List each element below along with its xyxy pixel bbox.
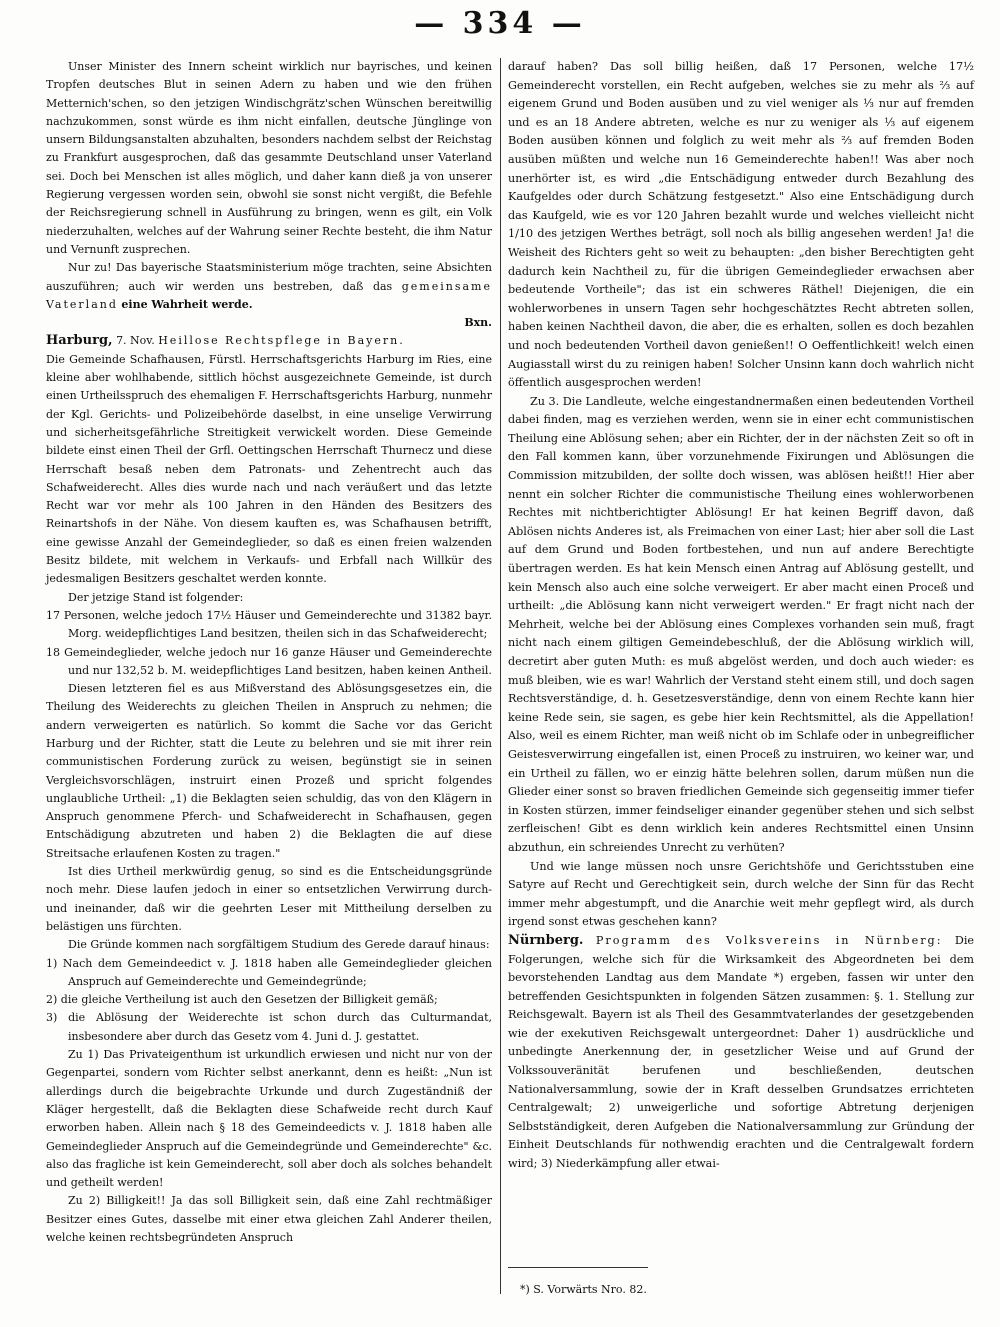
left-column bbox=[46, 58, 492, 1247]
footnote: *) S. Vorwärts Nro. 82. bbox=[520, 1283, 647, 1296]
paragraph: Die Gründe kommen nach sorgfältigem Studium des Gerede darauf hinaus: bbox=[68, 938, 490, 952]
dateline bbox=[508, 932, 974, 1174]
paragraph: Ist dies Urtheil merkwürdig genug, so sind es die Entscheidungsgründe noch mehr. Diese laufen jedoch in einer so entsetzlichen Verwirrung durch- und ineinander, daß wir die geehrten Leser mit Mittheilung derselben zu belästigen uns fürchten. bbox=[46, 865, 492, 933]
article-headline: Programm des Volksvereins in Nürnberg: bbox=[595, 933, 943, 947]
page-number: — 334 — bbox=[414, 6, 586, 41]
list-item: 1) Nach dem Gemeindeedict v. J. 1818 haben alle Gemeindeglieder gleichen Anspruch auf Gemeinderechte und Gemeindegründe; bbox=[46, 956, 492, 988]
list-item: 2) die gleiche Vertheilung ist auch den Gesetzen der Billigkeit gemäß; bbox=[46, 993, 438, 1007]
dateline-place: Nürnberg. bbox=[508, 932, 584, 948]
text-span: Nur zu! Das bayerische Staatsministerium möge trachten, seine Absichten auszuführen; auch wir werden uns bestreben, daß das bbox=[46, 261, 492, 293]
dateline-place: Harburg, bbox=[46, 333, 113, 349]
paragraph: Unser Minister des Innern scheint wirklich nur bayrisches, und keinen Tropfen deutsches Blut in seinen Adern zu haben und wie den frühen Metternich'schen, so den jetzigen Windischgrätz'schen Wünschen bereitwillig nachzukommen, sonst würde es ihm nicht einfallen, deutsche Jünglinge von unsern Bildungsanstalten abzuhalten, besonders nachdem selbst der Reichstag zu Frankfurt ausgesprochen, daß das gesammte Deutschland unser Vaterland sei. Doch bei Menschen ist alles möglich, und daher kann dieß ja von unserer Regierung vergessen worden sein, obwohl sie sonst nicht vergißt, die Befehle der Reichsregierung schnell in Ausführung zu bringen, wenn es gilt, ein Volk niederzuhalten, welches auf der Wahrung seiner Rechte besteht, die ihm Natur und Vernunft zusprechen. bbox=[46, 60, 492, 256]
paragraph: Zu 3. Die Landleute, welche eingestandnermaßen einen bedeutenden Vortheil dabei finden, mag es verziehen werden, wenn sie in einer echt communistischen Theilung eine Ablösung sehen; aber ein Richter, der in der nächsten Zeit so oft in den Fall kommen kann, über vorzunehmende Fixirungen und Ablösungen die Commission mitzubilden, der sollte doch wissen, was ablösen heißt!! Hier aber nennt ein solcher Richter die communistische Theilung eines wohlerworbenen Rechtes mit nichtberichtigter Ablösung! Er hat keinen Begriff davon, daß Ablösen nichts Anderes ist, als Freimachen von einer Last; hier aber soll die Last auf dem Grund und Boden fortbestehen, und nun auf andere Berechtigte übertragen werden. Es hat kein Mensch einen Antrag auf Ablösung gestellt, und kein Mensch also auch eine solche verweigert. Er aber macht einen Proceß und urtheilt: „die Ablösung kann nicht verweigert werden." Er fragt nicht nach der Mehrheit, welche bei der Ablösung eines Complexes vorhanden sein muß, fragt nicht nach einem giltigen Gemeindebeschluß, der die Ablösung wirklich will, decretirt aber guten Muth: es muß abgelöst werden, und doch auch wieder: es muß bleiben, wie es war! Wahrlich der Verstand steht einem still, und doch sagen Rechtsverständige, d. h. Gesetzesverständige, denn von einem Rechte kann hier keine Rede sein, sie sagen, es gebe hier kein Rechtsmittel, als die Appellation! Also, weil es einem Richter, man weiß nicht ob im Schlafe oder in unbegreiflicher Geistesverwirrung eingefallen ist, einen Proceß zu instruiren, wo keiner war, und ein Urtheil zu fällen, wo er einzig hätte belehren sollen, darum müßen nun die Glieder einer sonst so braven friedlichen Gemeinde sich gegenseitig immer tiefer in Kosten stürzen, immer feindseliger einander gegenüber stehen und sich selbst zerfleischen! Gibt es denn wirklich kein anderes Rechtsmittel einen Unsinn abzuthun, ein schreiendes Unrecht zu verhüten? bbox=[508, 394, 974, 854]
column-divider bbox=[500, 58, 501, 1294]
emphasis-text: gemeinsame Vaterland bbox=[46, 279, 492, 311]
paragraph bbox=[46, 259, 492, 314]
list-item: 17 Personen, welche jedoch 17½ Häuser und Gemeinderechte und 31382 bayr. Morg. weidepflichtiges Land besitzen, theilen sich in das Schafweiderecht; bbox=[46, 608, 492, 641]
paragraph: Zu 2) Billigkeit!! Ja das soll Billigkeit sein, daß eine Zahl rechtmäßiger Besitzer eines Gutes, dasselbe mit einer etwa gleichen Zahl Anderer theilen, welche keinen rechtsbegründeten Anspruch bbox=[46, 1194, 492, 1244]
list-item: 18 Gemeindeglieder, welche jedoch nur 16 ganze Häuser und Gemeinderechte und nur 132,52 b. M. weidepflichtiges Land besitzen, haben keinen Antheil. bbox=[46, 645, 492, 677]
paragraph: Der jetzige Stand ist folgender: bbox=[68, 590, 244, 604]
paragraph: Diesen letzteren fiel es aus Mißverstand des Ablösungsgesetzes ein, die Theilung des Weiderechts zu gleichen Theilen in Anspruch zu nehmen; die andern verweigerten es natürlich. So kommt die Sache vor das Gericht Harburg und der Richter, statt die Leute zu belehren und sie mit ihrer rein communistischen Forderung zurück zu weisen, begünstigt sie in seinen Vergleichsvorschlägen, instruirt einen Prozeß und spricht folgendes unglaubliche Urtheil: „1) die Beklagten seien schuldig, das von den Klägern in Anspruch genommene Pferch- und Schafweiderecht in Schafhausen, gegen Entschädigung abzutreten und haben 2) die Beklagten die auf diese Streitsache erlaufenen Kosten zu tragen." bbox=[46, 682, 492, 860]
footnote-divider bbox=[508, 1267, 648, 1268]
emphasis-text: eine Wahrheit werde. bbox=[121, 297, 253, 311]
article-headline: Heillose Rechtspflege in Bayern. bbox=[158, 334, 405, 348]
dateline-date: 7. Nov. bbox=[116, 334, 155, 348]
paragraph: Die Folgerungen, welche sich für die Wirksamkeit des Abgeordneten bei dem bevorstehenden Landtag aus dem Mandate *) ergeben, fassen wir unter den betreffenden Gesichtspunkten in folgenden Sätzen zusammen: §. 1. Stellung zur Reichsgewalt. Bayern ist als Theil des Gesammtvaterlandes der gesetzgebenden wie der exekutiven Reichsgewalt untergeordnet: Daher 1) ausdrückliche und unbedingte Anerkennung der, in gesetzlicher Weise und auf Grund der Volkssouveränität berufenen und beschließenden, deutschen Nationalversammlung, sowie der in Kraft desselben Grundsatzes errichteten Centralgewalt; 2) unweigerliche und sofortige Abtretung derjenigen Selbstständigkeit, deren Aufgeben die Nationalversammlung zur Gründung der Einheit Deutschlands für nothwendig erachten und die Centralgewalt fordern wird; 3) Niederkämpfung aller etwai- bbox=[508, 933, 975, 1171]
paragraph: Und wie lange müssen noch unsre Gerichtshöfe und Gerichtsstuben eine Satyre auf Recht und Gerechtigkeit sein, durch welche der Sinn für das Recht immer mehr abgestumpft, und die Anarchie weit mehr gepflegt wird, als durch irgend sonst etwas geschehen kann? bbox=[508, 859, 974, 929]
list-item: 3) die Ablösung der Weiderechte ist schon durch das Culturmandat, insbesondere aber durch das Gesetz vom 4. Juni d. J. gestattet. bbox=[46, 1011, 492, 1043]
author-byline: Bxn. bbox=[464, 316, 492, 330]
right-column bbox=[508, 58, 974, 1174]
paragraph: Die Gemeinde Schafhausen, Fürstl. Herrschaftsgerichts Harburg im Ries, eine kleine aber wohlhabende, sittlich höchst ausgezeichnete Gemeinde, ist durch einen Urtheilsspruch des ehemaligen F. Herrschaftsgerichts Harburg, nunmehr der Kgl. Gerichts- und Polizeibehörde daselbst, in eine unselige Verwirrung und sicherheitsgefährliche Streitigkeit verwickelt worden. Diese Gemeinde bildete einst einen Theil der Grfl. Oettingschen Herrschaft Thurnecz und diese Herrschaft besaß neben dem Patronats- und Zehentrecht auch das Schafweiderecht. Alles dies wurde nach und nach veräußert und das letzte Recht war vor mehr als 100 Jahren in den Händen des Besitzers des Reinartshofs in der Nähe. Von diesem kauften es, was Schafhausen betrifft, eine gewisse Anzahl der Gemeindeglieder, so daß es einen freien walzenden Besitz bildete, mit welchem in Verkaufs- und Erbfall nach Willkür des jedesmaligen Besitzers geschaltet werden konnte. bbox=[46, 352, 492, 586]
paragraph: darauf haben? Das soll billig heißen, daß 17 Personen, welche 17½ Gemeinderecht vorstellen, ein Recht aufgeben, welches sie zu mehr als ⅔ auf eigenem Grund und Boden ausüben und zu viel weniger als ⅓ nur auf fremden und es an 18 Andere abtreten, welche es nur zu weniger als ⅓ auf eigenem Boden ausüben können und folglich zu weit mehr als ⅔ auf fremden Boden ausüben müßten und welche nun 16 Gemeinderechte haben!! Was aber noch unerhörter ist, es wird „die Entschädigung entweder durch Bezahlung des Kaufgeldes oder durch Schätzung festgesetzt." Also eine Entschädigung durch das Kaufgeld, wie es vor 120 Jahren bezahlt wurde und welches vielleicht nicht 1/10 des jetzigen Werthes beträgt, soll noch als billig angesehen werden! Ja! die Weisheit des Richters geht so weit zu behaupten: „den bisher Berechtigten geht dadurch kein Nachtheil zu, für die übrigen Gemeindeglieder erwachsen aber bedeutende Vortheile"; das ist ein schweres Räthel! Diejenigen, die ein wohlerworbenes in unsern Tagen sehr hochgeschätztes Recht abtreten sollen, haben keinen Nachtheil davon, die aber, die es erhalten, sollen es doch bezahlen und noch bedeutenden Vortheil davon genießen!! O Oeffentlichkeit! welch einen Augiasstall wirst du zu reinigen haben! Solcher Unsinn kann doch wahrlich nicht öffentlich ausgesprochen werden! bbox=[508, 60, 974, 390]
paragraph: Zu 1) Das Privateigenthum ist urkundlich erwiesen und nicht nur von der Gegenpartei, sondern vom Richter selbst anerkannt, denn es heißt: „Nun ist allerdings durch die beigebrachte Urkunde und durch Zugeständniß der Kläger hergestellt, daß die Beklagten diese Schafweide recht durch Kauf erworben haben. Allein nach § 18 des Gemeindeedicts v. J. 1818 haben alle Gemeindeglieder Anspruch auf die Gemeindegründe und Gemeinderechte" &c. also das fragliche ist kein Gemeinderecht, soll aber doch als solches behandelt und getheilt werden! bbox=[46, 1048, 492, 1190]
dateline bbox=[46, 332, 492, 350]
